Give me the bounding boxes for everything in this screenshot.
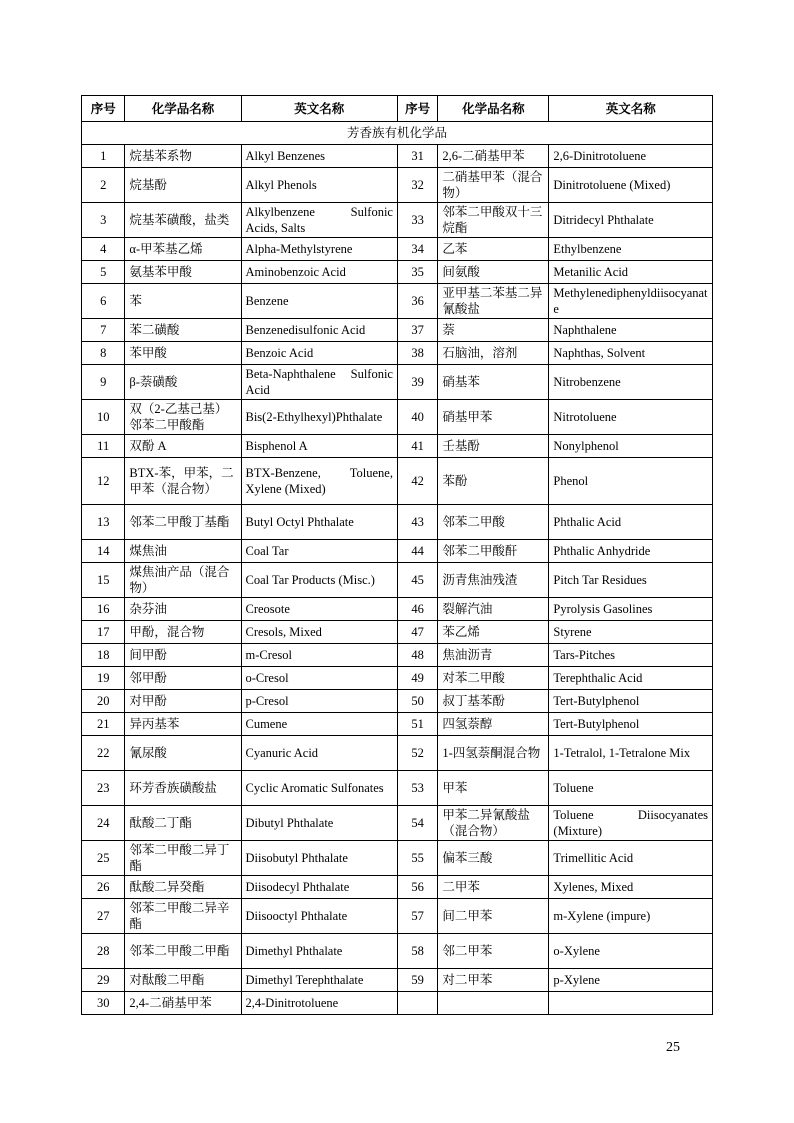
row-serial-right: 52	[397, 736, 437, 771]
row-chinese-name-left: 苯	[125, 284, 241, 319]
row-english-name-left: Alkylbenzene Sulfonic Acids, Salts	[241, 203, 397, 238]
row-english-name-right: 1-Tetralol, 1-Tetralone Mix	[549, 736, 713, 771]
table-row	[82, 841, 713, 876]
row-serial-right: 41	[397, 435, 437, 458]
table-row	[82, 969, 713, 992]
row-english-name-right: Tars-Pitches	[549, 644, 713, 667]
row-chinese-name-right: 二甲苯	[438, 876, 549, 899]
row-chinese-name-right: 四氢萘醇	[438, 713, 549, 736]
row-serial-left: 23	[82, 771, 125, 806]
row-english-name-right: Tert-Butylphenol	[549, 713, 713, 736]
row-chinese-name-right: 乙苯	[438, 238, 549, 261]
chemical-table	[81, 95, 713, 1015]
row-chinese-name-left: 酞酸二丁酯	[125, 806, 241, 841]
header-english-name-right: 英文名称	[549, 96, 713, 122]
row-serial-right: 44	[397, 540, 437, 563]
row-english-name-left: Benzene	[241, 284, 397, 319]
row-english-name-left: o-Cresol	[241, 667, 397, 690]
row-chinese-name-right: 偏苯三酸	[438, 841, 549, 876]
row-chinese-name-right: 沥青焦油残渣	[438, 563, 549, 598]
row-serial-left: 14	[82, 540, 125, 563]
row-serial-right: 48	[397, 644, 437, 667]
row-chinese-name-right: 壬基酚	[438, 435, 549, 458]
row-english-name-left: Coal Tar	[241, 540, 397, 563]
table-row	[82, 284, 713, 319]
row-serial-right: 49	[397, 667, 437, 690]
row-chinese-name-left: 苯甲酸	[125, 342, 241, 365]
row-english-name-right: Pitch Tar Residues	[549, 563, 713, 598]
row-chinese-name-right: 亚甲基二苯基二异氰酸盐	[438, 284, 549, 319]
row-english-name-right: Toluene Diisocyanates (Mixture)	[549, 806, 713, 841]
row-serial-left: 5	[82, 261, 125, 284]
table-row	[82, 899, 713, 934]
row-chinese-name-right: 叔丁基苯酚	[438, 690, 549, 713]
row-english-name-right: Naphthas, Solvent	[549, 342, 713, 365]
table-row	[82, 713, 713, 736]
row-serial-left: 2	[82, 168, 125, 203]
table-row	[82, 145, 713, 168]
page-number: 25	[666, 1040, 680, 1055]
table-row	[82, 400, 713, 435]
row-chinese-name-left: 煤焦油	[125, 540, 241, 563]
row-serial-right: 51	[397, 713, 437, 736]
row-serial-right: 32	[397, 168, 437, 203]
table-row	[82, 876, 713, 899]
row-english-name-left: Beta-Naphthalene Sulfonic Acid	[241, 365, 397, 400]
row-english-name-right: o-Xylene	[549, 934, 713, 969]
header-chinese-name-left: 化学品名称	[125, 96, 241, 122]
row-english-name-right: Terephthalic Acid	[549, 667, 713, 690]
row-chinese-name-left: 邻苯二甲酸二异丁酯	[125, 841, 241, 876]
row-english-name-left: 2,4-Dinitrotoluene	[241, 992, 397, 1015]
row-english-name-right: Ditridecyl Phthalate	[549, 203, 713, 238]
row-chinese-name-left: 烷基酚	[125, 168, 241, 203]
row-english-name-left: p-Cresol	[241, 690, 397, 713]
row-serial-right: 59	[397, 969, 437, 992]
row-chinese-name-left: 对酞酸二甲酯	[125, 969, 241, 992]
row-chinese-name-left: 氰尿酸	[125, 736, 241, 771]
table-row	[82, 690, 713, 713]
row-chinese-name-right: 苯乙烯	[438, 621, 549, 644]
row-chinese-name-right: 2,6-二硝基甲苯	[438, 145, 549, 168]
row-chinese-name-left: α-甲苯基乙烯	[125, 238, 241, 261]
table-row	[82, 238, 713, 261]
row-english-name-right	[549, 992, 713, 1015]
row-english-name-left: Cyclic Aromatic Sulfonates	[241, 771, 397, 806]
row-chinese-name-right: 苯酚	[438, 458, 549, 505]
row-chinese-name-left: 双酚 A	[125, 435, 241, 458]
row-english-name-right: Phthalic Anhydride	[549, 540, 713, 563]
table-row	[82, 667, 713, 690]
row-chinese-name-left: 邻苯二甲酸丁基酯	[125, 505, 241, 540]
row-serial-right: 56	[397, 876, 437, 899]
header-english-name-left: 英文名称	[241, 96, 397, 122]
row-english-name-left: Alpha-Methylstyrene	[241, 238, 397, 261]
row-chinese-name-right: 1-四氢萘酮混合物	[438, 736, 549, 771]
row-english-name-right: Dinitrotoluene (Mixed)	[549, 168, 713, 203]
row-serial-right: 36	[397, 284, 437, 319]
row-chinese-name-left: 环芳香族磺酸盐	[125, 771, 241, 806]
row-english-name-left: Coal Tar Products (Misc.)	[241, 563, 397, 598]
row-chinese-name-right: 甲苯二异氰酸盐（混合物）	[438, 806, 549, 841]
row-chinese-name-right: 焦油沥青	[438, 644, 549, 667]
row-chinese-name-left: 邻甲酚	[125, 667, 241, 690]
row-chinese-name-right: 二硝基甲苯（混合物）	[438, 168, 549, 203]
row-serial-left: 1	[82, 145, 125, 168]
table-header-row	[82, 96, 713, 122]
row-chinese-name-right: 石脑油，溶剂	[438, 342, 549, 365]
row-serial-left: 25	[82, 841, 125, 876]
table-row	[82, 203, 713, 238]
section-title: 芳香族有机化学品	[82, 122, 713, 145]
row-serial-right: 37	[397, 319, 437, 342]
row-english-name-left: Aminobenzoic Acid	[241, 261, 397, 284]
row-chinese-name-right: 对二甲苯	[438, 969, 549, 992]
row-serial-right: 46	[397, 598, 437, 621]
row-serial-right: 38	[397, 342, 437, 365]
row-serial-right: 58	[397, 934, 437, 969]
header-serial-right: 序号	[397, 96, 437, 122]
row-english-name-left: Benzoic Acid	[241, 342, 397, 365]
row-serial-right	[397, 992, 437, 1015]
row-serial-left: 6	[82, 284, 125, 319]
table-body	[82, 122, 713, 1015]
row-serial-right: 34	[397, 238, 437, 261]
row-serial-left: 19	[82, 667, 125, 690]
row-serial-right: 54	[397, 806, 437, 841]
row-english-name-right: Styrene	[549, 621, 713, 644]
row-chinese-name-right: 硝基苯	[438, 365, 549, 400]
row-chinese-name-left: 对甲酚	[125, 690, 241, 713]
table-row	[82, 319, 713, 342]
row-serial-right: 33	[397, 203, 437, 238]
row-serial-left: 16	[82, 598, 125, 621]
row-english-name-right: Phenol	[549, 458, 713, 505]
row-serial-right: 57	[397, 899, 437, 934]
row-english-name-right: 2,6-Dinitrotoluene	[549, 145, 713, 168]
row-english-name-right: Naphthalene	[549, 319, 713, 342]
row-english-name-left: Diisooctyl Phthalate	[241, 899, 397, 934]
row-english-name-left: Diisobutyl Phthalate	[241, 841, 397, 876]
row-chinese-name-left: 杂芬油	[125, 598, 241, 621]
row-chinese-name-left: 邻苯二甲酸二甲酯	[125, 934, 241, 969]
row-english-name-left: Creosote	[241, 598, 397, 621]
row-serial-right: 40	[397, 400, 437, 435]
row-english-name-left: Benzenedisulfonic Acid	[241, 319, 397, 342]
row-english-name-right: Tert-Butylphenol	[549, 690, 713, 713]
row-chinese-name-right: 对苯二甲酸	[438, 667, 549, 690]
row-chinese-name-left: 甲酚，混合物	[125, 621, 241, 644]
row-chinese-name-right	[438, 992, 549, 1015]
row-serial-left: 24	[82, 806, 125, 841]
table-row	[82, 458, 713, 505]
row-serial-left: 21	[82, 713, 125, 736]
row-english-name-left: Diisodecyl Phthalate	[241, 876, 397, 899]
row-english-name-right: Metanilic Acid	[549, 261, 713, 284]
row-chinese-name-left: 酞酸二异癸酯	[125, 876, 241, 899]
table-row	[82, 261, 713, 284]
row-serial-left: 28	[82, 934, 125, 969]
row-serial-left: 15	[82, 563, 125, 598]
row-english-name-left: Butyl Octyl Phthalate	[241, 505, 397, 540]
row-chinese-name-right: 邻苯二甲酸酐	[438, 540, 549, 563]
header-chinese-name-right: 化学品名称	[438, 96, 549, 122]
row-serial-right: 42	[397, 458, 437, 505]
row-english-name-left: Dimethyl Phthalate	[241, 934, 397, 969]
header-serial-left: 序号	[82, 96, 125, 122]
row-english-name-right: Xylenes, Mixed	[549, 876, 713, 899]
row-chinese-name-right: 邻苯二甲酸	[438, 505, 549, 540]
row-english-name-right: Toluene	[549, 771, 713, 806]
table-row	[82, 621, 713, 644]
row-chinese-name-left: 异丙基苯	[125, 713, 241, 736]
row-serial-right: 43	[397, 505, 437, 540]
row-serial-left: 20	[82, 690, 125, 713]
row-serial-left: 10	[82, 400, 125, 435]
row-english-name-right: Nitrobenzene	[549, 365, 713, 400]
row-chinese-name-right: 硝基甲苯	[438, 400, 549, 435]
table-row	[82, 435, 713, 458]
row-english-name-right: m-Xylene (impure)	[549, 899, 713, 934]
row-english-name-left: Bisphenol A	[241, 435, 397, 458]
row-serial-left: 11	[82, 435, 125, 458]
row-serial-left: 8	[82, 342, 125, 365]
row-chinese-name-right: 萘	[438, 319, 549, 342]
row-chinese-name-left: 烷基苯磺酸，盐类	[125, 203, 241, 238]
row-serial-left: 18	[82, 644, 125, 667]
row-serial-right: 53	[397, 771, 437, 806]
row-serial-left: 30	[82, 992, 125, 1015]
row-serial-left: 4	[82, 238, 125, 261]
row-chinese-name-left: 2,4-二硝基甲苯	[125, 992, 241, 1015]
row-chinese-name-left: 苯二磺酸	[125, 319, 241, 342]
row-serial-left: 17	[82, 621, 125, 644]
row-english-name-right: Trimellitic Acid	[549, 841, 713, 876]
table-row	[82, 505, 713, 540]
row-english-name-left: Cresols, Mixed	[241, 621, 397, 644]
table-row	[82, 563, 713, 598]
section-row	[82, 122, 713, 145]
row-serial-left: 27	[82, 899, 125, 934]
row-chinese-name-left: 烷基苯系物	[125, 145, 241, 168]
table-row	[82, 598, 713, 621]
row-chinese-name-right: 裂解汽油	[438, 598, 549, 621]
row-english-name-left: Dimethyl Terephthalate	[241, 969, 397, 992]
row-chinese-name-left: 邻苯二甲酸二异辛酯	[125, 899, 241, 934]
row-serial-left: 26	[82, 876, 125, 899]
row-chinese-name-right: 邻二甲苯	[438, 934, 549, 969]
row-serial-left: 7	[82, 319, 125, 342]
table-row	[82, 168, 713, 203]
row-serial-left: 13	[82, 505, 125, 540]
table-row	[82, 934, 713, 969]
row-serial-right: 39	[397, 365, 437, 400]
row-english-name-right: Methylenediphenyldiisocyanate	[549, 284, 713, 319]
row-chinese-name-left: β-萘磺酸	[125, 365, 241, 400]
row-english-name-right: Ethylbenzene	[549, 238, 713, 261]
row-english-name-right: Nitrotoluene	[549, 400, 713, 435]
row-english-name-left: m-Cresol	[241, 644, 397, 667]
row-chinese-name-right: 邻苯二甲酸双十三烷酯	[438, 203, 549, 238]
row-english-name-left: Alkyl Benzenes	[241, 145, 397, 168]
row-english-name-left: Alkyl Phenols	[241, 168, 397, 203]
table-row	[82, 644, 713, 667]
row-serial-left: 12	[82, 458, 125, 505]
row-serial-left: 3	[82, 203, 125, 238]
row-english-name-left: Cumene	[241, 713, 397, 736]
row-chinese-name-left: BTX-苯，甲苯，二甲苯（混合物）	[125, 458, 241, 505]
row-serial-right: 50	[397, 690, 437, 713]
row-english-name-right: Pyrolysis Gasolines	[549, 598, 713, 621]
row-english-name-left: Dibutyl Phthalate	[241, 806, 397, 841]
row-serial-right: 45	[397, 563, 437, 598]
row-english-name-left: Cyanuric Acid	[241, 736, 397, 771]
table-row	[82, 806, 713, 841]
row-english-name-left: BTX-Benzene, Toluene, Xylene (Mixed)	[241, 458, 397, 505]
row-chinese-name-left: 氨基苯甲酸	[125, 261, 241, 284]
row-english-name-right: Nonylphenol	[549, 435, 713, 458]
row-chinese-name-left: 间甲酚	[125, 644, 241, 667]
table-row	[82, 771, 713, 806]
row-serial-right: 55	[397, 841, 437, 876]
table-row	[82, 342, 713, 365]
row-english-name-right: Phthalic Acid	[549, 505, 713, 540]
row-serial-left: 29	[82, 969, 125, 992]
table-row	[82, 365, 713, 400]
row-chinese-name-left: 双（2-乙基己基）邻苯二甲酸酯	[125, 400, 241, 435]
row-serial-right: 31	[397, 145, 437, 168]
row-chinese-name-right: 甲苯	[438, 771, 549, 806]
row-serial-left: 9	[82, 365, 125, 400]
row-serial-left: 22	[82, 736, 125, 771]
row-chinese-name-left: 煤焦油产品（混合物）	[125, 563, 241, 598]
row-chinese-name-right: 间氨酸	[438, 261, 549, 284]
row-chinese-name-right: 间二甲苯	[438, 899, 549, 934]
row-english-name-left: Bis(2-Ethylhexyl)Phthalate	[241, 400, 397, 435]
row-english-name-right: p-Xylene	[549, 969, 713, 992]
table-row	[82, 992, 713, 1015]
table-row	[82, 736, 713, 771]
table-row	[82, 540, 713, 563]
row-serial-right: 47	[397, 621, 437, 644]
row-serial-right: 35	[397, 261, 437, 284]
